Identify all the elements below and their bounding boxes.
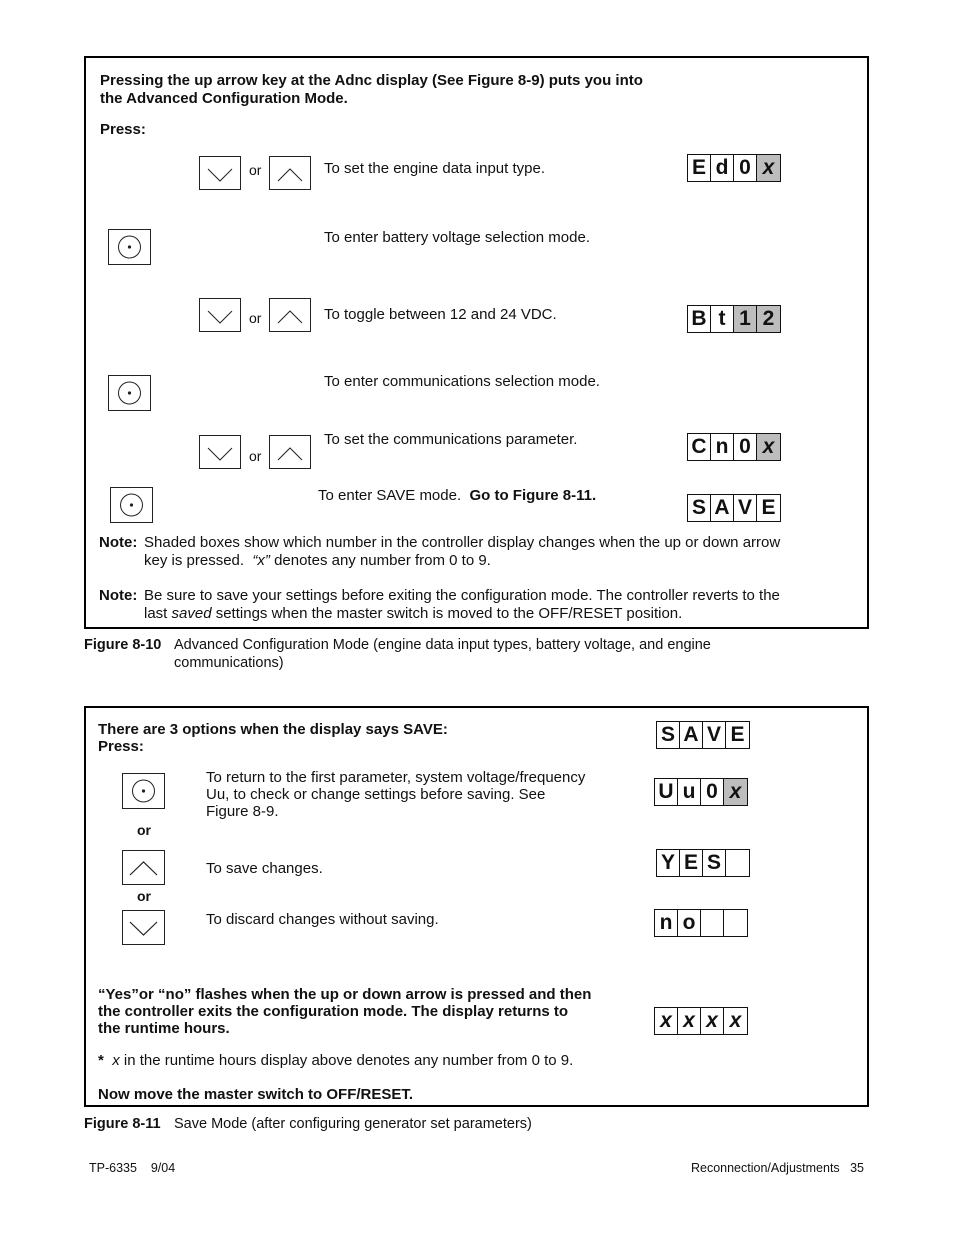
step-communications-parameter: To set the communications parameter.: [324, 431, 578, 448]
display-char: U: [655, 779, 678, 805]
or-label: or: [249, 162, 262, 178]
display-char-shaded: x: [724, 779, 747, 805]
display-char: S: [703, 850, 726, 876]
display-char: t: [711, 306, 734, 332]
display-uu0x: [654, 778, 748, 806]
display-char: A: [680, 722, 703, 748]
step-enter-save-mode: [318, 487, 596, 505]
display-yes: [656, 849, 750, 877]
figure-8-11-box: [84, 706, 869, 1107]
display-char: 0: [734, 434, 757, 460]
x-italic: x: [112, 1052, 120, 1069]
fig811-intro: There are 3 options when the display says SAVE:: [98, 721, 448, 738]
down-arrow-key[interactable]: [199, 298, 241, 332]
or-label: or: [249, 448, 262, 464]
note1-text: key is pressed.: [144, 552, 245, 569]
step-engine-data-input: To set the engine data input type.: [324, 160, 545, 177]
chevron-down-icon: [200, 299, 240, 331]
option-return-line1: To return to the first parameter, system voltage/frequency: [206, 769, 586, 786]
up-arrow-key[interactable]: [122, 850, 165, 885]
display-char: [726, 850, 749, 876]
asterisk: *: [98, 1052, 104, 1069]
up-arrow-key[interactable]: [269, 298, 311, 332]
display-char: S: [657, 722, 680, 748]
go-to-figure-link[interactable]: Go to Figure 8-11.: [469, 487, 597, 504]
fig810-press-label: Press:: [100, 121, 146, 138]
display-char: 0: [701, 779, 724, 805]
display-char-shaded: x: [757, 155, 780, 181]
display-char: E: [680, 850, 703, 876]
up-arrow-key[interactable]: [269, 435, 311, 469]
figure-8-11-label: Figure 8-11: [84, 1116, 161, 1132]
option-return-line2: Uu, to check or change settings before saving. See: [206, 786, 546, 803]
step-toggle-vdc: To toggle between 12 and 24 VDC.: [324, 306, 557, 323]
display-char: 0: [734, 155, 757, 181]
step-enter-save-text: To enter SAVE mode.: [318, 487, 462, 504]
display-char: x: [678, 1008, 701, 1034]
step-battery-voltage-mode: To enter battery voltage selection mode.: [324, 229, 590, 246]
note1-x-quote: “x”: [252, 552, 270, 569]
select-circle-icon: [123, 774, 164, 808]
step-communications-mode: To enter communications selection mode.: [324, 373, 600, 390]
display-char-shaded: 2: [757, 306, 780, 332]
display-char: E: [761, 496, 776, 519]
option-save-changes: To save changes.: [206, 860, 323, 877]
display-save: [687, 494, 781, 522]
chevron-up-icon: [123, 851, 164, 884]
display-char: x: [729, 1009, 742, 1032]
footnote-text: in the runtime hours display above denotes any number from 0 to 9.: [123, 1052, 574, 1069]
select-key[interactable]: [108, 375, 151, 411]
select-circle-icon: [111, 488, 152, 522]
note-label: Note:: [99, 534, 138, 551]
display-char: [701, 910, 724, 936]
fig810-intro-line1: Pressing the up arrow key at the Adnc display (See Figure 8-9) puts you into: [100, 72, 643, 89]
display-char-shaded: 1: [734, 306, 757, 332]
note2-line1: Be sure to save your settings before exiting the configuration mode. The controller reverts to the: [144, 587, 780, 604]
display-char: E: [730, 723, 745, 746]
down-arrow-key[interactable]: [122, 910, 165, 945]
note-label: Note:: [99, 587, 138, 604]
chevron-down-icon: [200, 157, 240, 189]
runtime-footnote: [98, 1052, 573, 1070]
figure-8-10-label: Figure 8-10: [84, 637, 162, 653]
display-char: Y: [657, 850, 680, 876]
option-return-line3: Figure 8-9.: [206, 803, 279, 820]
note1-line2: [144, 552, 491, 570]
figure-8-11-caption: Save Mode (after configuring generator set parameters): [174, 1116, 532, 1132]
display-char: o: [678, 910, 701, 936]
or-label: or: [249, 310, 262, 326]
display-char: n: [655, 910, 678, 936]
fig810-intro-line2: the Advanced Configuration Mode.: [100, 90, 348, 107]
flash-line2: the controller exits the configuration mode. The display returns to: [98, 1003, 569, 1020]
fig811-press-label: Press:: [98, 738, 144, 755]
display-char: x: [701, 1008, 724, 1034]
display-save: [656, 721, 750, 749]
chevron-up-icon: [270, 436, 310, 468]
flash-line3: the runtime hours.: [98, 1020, 230, 1037]
select-circle-icon: [109, 230, 150, 264]
select-key[interactable]: [108, 229, 151, 265]
note2-text: last: [144, 605, 168, 622]
select-key[interactable]: [122, 773, 165, 809]
display-char: V: [734, 495, 757, 521]
footer-left: TP-6335 9/04: [89, 1161, 176, 1175]
display-cn0x: [687, 433, 781, 461]
select-circle-icon: [109, 376, 150, 410]
display-char-shaded: x: [757, 434, 780, 460]
display-char: A: [711, 495, 734, 521]
note2-saved-italic: saved: [171, 605, 212, 622]
chevron-down-icon: [200, 436, 240, 468]
note2-text-end: settings when the master switch is moved to the OFF/RESET position.: [215, 605, 683, 622]
chevron-up-icon: [270, 299, 310, 331]
final-instruction: Now move the master switch to OFF/RESET.: [98, 1086, 414, 1103]
figure-8-10-caption-line2: communications): [174, 655, 284, 671]
down-arrow-key[interactable]: [199, 435, 241, 469]
display-char: d: [711, 155, 734, 181]
footer-right: Reconnection/Adjustments 35: [690, 1161, 864, 1175]
flash-line1: “Yes”or “no” flashes when the up or down arrow is pressed and then: [98, 986, 592, 1003]
chevron-up-icon: [270, 157, 310, 189]
note2-line2: [144, 605, 682, 623]
or-label: or: [137, 888, 151, 904]
display-char: x: [655, 1008, 678, 1034]
up-arrow-key[interactable]: [269, 156, 311, 190]
display-xxxx: [654, 1007, 748, 1035]
display-char: S: [688, 495, 711, 521]
display-char: n: [711, 434, 734, 460]
display-char: E: [688, 155, 711, 181]
display-bt12: [687, 305, 781, 333]
or-label: or: [137, 822, 151, 838]
note1-text-end: denotes any number from 0 to 9.: [274, 552, 491, 569]
down-arrow-key[interactable]: [199, 156, 241, 190]
display-char: u: [678, 779, 701, 805]
display-ed0x: [687, 154, 781, 182]
note1-line1: Shaded boxes show which number in the controller display changes when the up or down arrow: [144, 534, 781, 551]
display-char: C: [688, 434, 711, 460]
chevron-down-icon: [123, 911, 164, 944]
display-char: B: [688, 306, 711, 332]
display-char: [724, 910, 747, 936]
display-char: V: [703, 722, 726, 748]
option-discard-changes: To discard changes without saving.: [206, 911, 439, 928]
select-key[interactable]: [110, 487, 153, 523]
figure-8-10-caption-line1: Advanced Configuration Mode (engine data input types, battery voltage, and engine: [174, 637, 711, 653]
display-no: [654, 909, 748, 937]
